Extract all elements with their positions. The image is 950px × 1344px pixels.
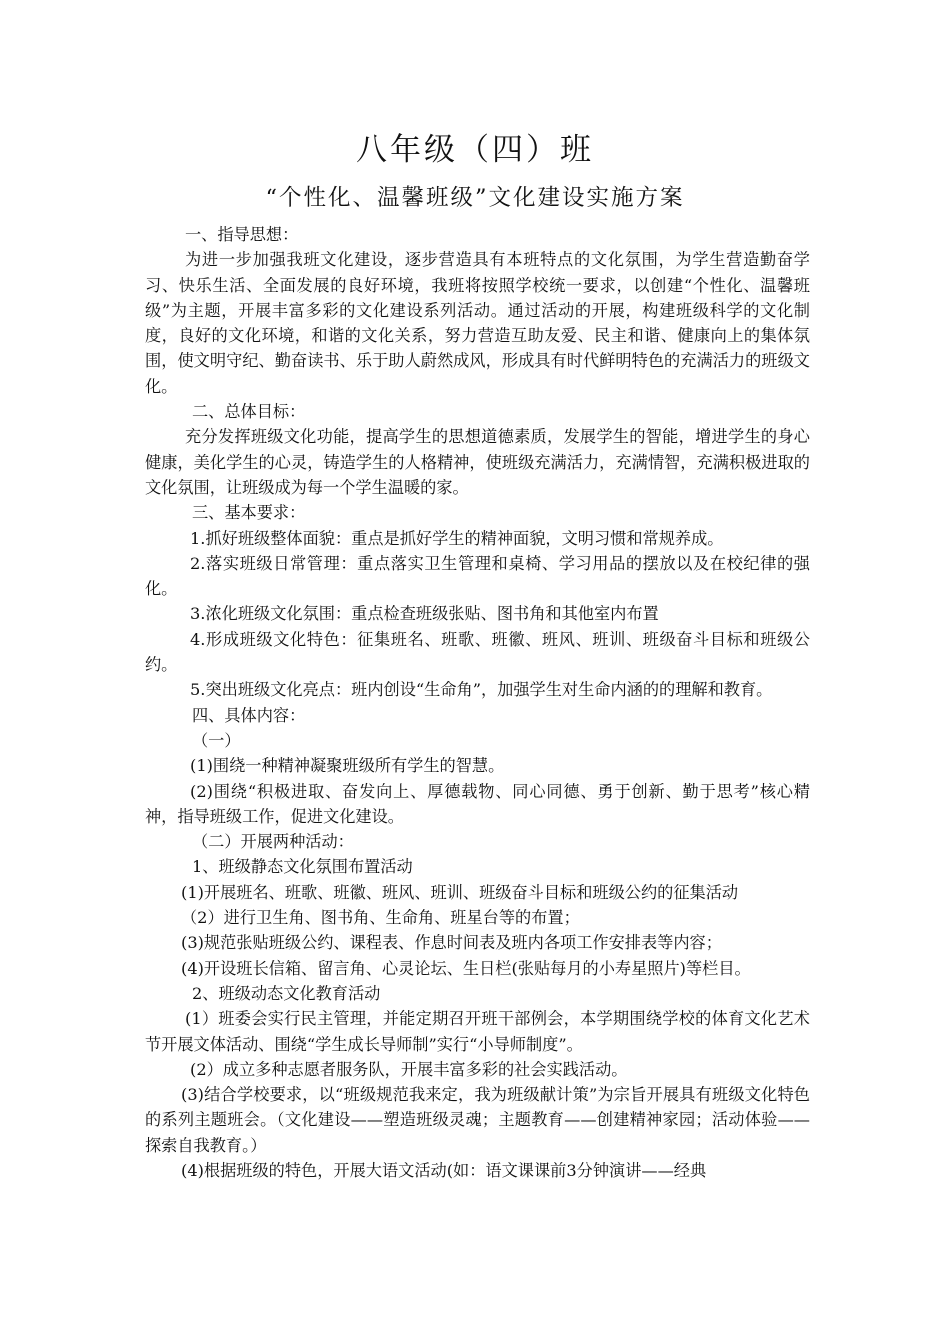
section-heading-specific-content: 四、具体内容： [192,705,306,725]
paragraph-overall-goal: 充分发挥班级文化功能，提高学生的思想道德素质，发展学生的智能，增进学生的身心健康，美化学生的心灵，铸造学生的人格精神，使班级充满活力，充满情智，充满积极进取的文化氛围，让班级成为每一个学生温暖的家。 [145,427,810,497]
activity-heading-static: 1、班级静态文化氛围布置活动 [192,857,413,877]
dynamic-activity-item-2: (2）成立多种志愿者服务队，开展丰富多彩的社会实践活动。 [190,1059,628,1079]
requirement-item-5: 5.突出班级文化亮点：班内创设“生命角”，加强学生对生命内涵的的理解和教育。 [190,680,773,700]
static-activity-item-4: (4)开设班长信箱、留言角、心灵论坛、生日栏(张贴每月的小寿星照片)等栏目。 [181,958,751,978]
dynamic-activity-item-1: (1）班委会实行民主管理，并能定期召开班干部例会，本学期围绕学校的体育文化艺术节开展文体活动、围绕“学生成长导师制”实行“小导师制度”。 [145,1009,810,1054]
static-activity-item-1: (1)开展班名、班歌、班徽、班风、班训、班级奋斗目标和班级公约的征集活动 [181,882,739,902]
requirement-item-2: 2.落实班级日常管理：重点落实卫生管理和桌椅、学习用品的摆放以及在校纪律的强化。 [145,553,810,599]
section-heading-basic-requirements: 三、基本要求： [192,503,306,523]
requirement-item-3: 3.浓化班级文化氛围：重点检查班级张贴、图书角和其他室内布置 [190,604,659,624]
subsection-heading-one: （一） [192,730,241,750]
dynamic-activity-item-4: (4)根据班级的特色，开展大语文活动(如：语文课课前3分钟演讲——经典 [181,1160,707,1180]
document-body [145,222,810,1183]
dynamic-activity-item-3: (3)结合学校要求，以“班级规范我来定，我为班级献计策”为宗旨开展具有班级文化特色的系列主题班会。（文化建设——塑造班级灵魂；主题教育——创建精神家园；活动体验——探索自我教育。） [145,1085,810,1155]
section-heading-overall-goal: 二、总体目标： [192,402,306,422]
content-item-2: (2)围绕“积极进取、奋发向上、厚德载物、同心同德、勇于创新、勤于思考”核心精神，指导班级工作，促进文化建设。 [145,781,810,826]
static-activity-item-3: (3)规范张贴班级公约、课程表、作息时间表及班内各项工作安排表等内容； [181,933,722,953]
subsection-heading-two: （二）开展两种活动： [192,832,354,852]
document-title: 八年级（四）班 [356,132,594,168]
requirement-item-4: 4.形成班级文化特色：征集班名、班歌、班徽、班风、班训、班级奋斗目标和班级公约。 [145,629,810,675]
requirement-item-1: 1.抓好班级整体面貌：重点是抓好学生的精神面貌，文明习惯和常规养成。 [190,528,724,548]
document-subtitle: “个性化、温馨班级”文化建设实施方案 [265,185,685,211]
section-heading-guiding-thought: 一、指导思想： [185,225,299,244]
activity-heading-dynamic: 2、班级动态文化教育活动 [192,983,381,1003]
paragraph-guiding-thought: 为进一步加强我班文化建设，逐步营造具有本班特点的文化氛围，为学生营造勤奋学习、快乐生活、全面发展的良好环境，我班将按照学校统一要求，以创建“个性化、温馨班级”为主题，开展丰富多彩的文化建设系列活动。通过活动的开展，构建班级科学的文化制度，良好的文化环境，和谐的文化关系，努力营造互助友爱、民主和谐、健康向上的集体氛围，使文明守纪、勤奋读书、乐于助人蔚然成风，形成具有时代鲜明特色的充满活力的班级文化。 [145,250,810,396]
content-item-1: (1)围绕一种精神凝聚班级所有学生的智慧。 [190,756,505,776]
static-activity-item-2: （2）进行卫生角、图书角、生命角、班星台等的布置； [181,908,580,928]
